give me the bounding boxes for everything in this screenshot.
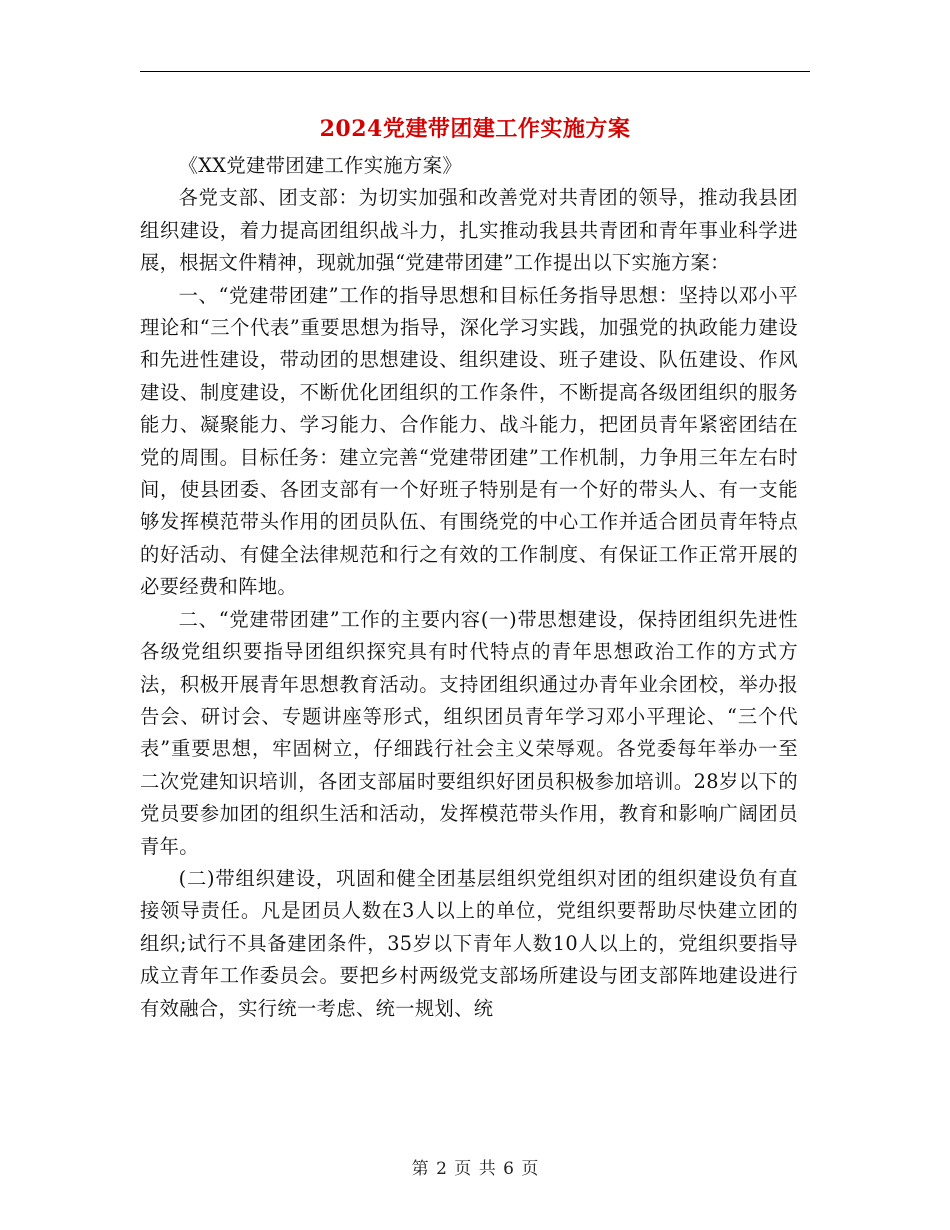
page-number-footer: 第 2 页 共 6 页 <box>411 1159 539 1179</box>
body-paragraph: 各党支部、团支部：为切实加强和改善党对共青团的领导，推动我县团组织建设，着力提高团组织战斗力，扎实推动我县共青团和青年事业科学进展，根据文件精神，现就加强“党建带团建”工作提出以下实施方案： <box>140 186 798 275</box>
body-paragraph: (二)带组织建设，巩固和健全团基层组织党组织对团的组织建设负有直接领导责任。凡是团员人数在3人以上的单位，党组织要帮助尽快建立团的组织;试行不具备建团条件，35岁以下青年人数10人以上的，党组织要指导成立青年工作委员会。要把乡村两级党支部场所建设与团支部阵地建设进行有效融合，实行统一考虑、统一规划、统 <box>140 866 798 1020</box>
document-subtitle: 《XX党建带团建工作实施方案》 <box>178 154 462 177</box>
document-body <box>140 150 798 1025</box>
body-paragraph: 一、“党建带团建”工作的指导思想和目标任务指导思想：坚持以邓小平理论和“三个代表”重要思想为指导，深化学习实践，加强党的执政能力建设和先进性建设，带动团的思想建设、组织建设、班子建设、队伍建设、作风建设、制度建设，不断优化团组织的工作条件，不断提高各级团组织的服务能力、凝聚能力、学习能力、合作能力、战斗能力，把团员青年紧密团结在党的周围。目标任务：建立完善“党建带团建”工作机制，力争用三年左右时间，使县团委、各团支部有一个好班子特别是有一个好的带头人、有一支能够发挥模范带头作用的团员队伍、有围绕党的中心工作并适合团员青年特点的好活动、有健全法律规范和行之有效的工作制度、有保证工作正常开展的必要经费和阵地。 <box>140 283 798 599</box>
document-title: 2024党建带团建工作实施方案 <box>319 116 631 142</box>
header-rule <box>140 71 810 72</box>
body-paragraph: 二、“党建带团建”工作的主要内容(一)带思想建设，保持团组织先进性各级党组织要指导团组织探究具有时代特点的青年思想政治工作的方式方法，积极开展青年思想教育活动。支持团组织通过办青年业余团校，举办报告会、研讨会、专题讲座等形式，组织团员青年学习邓小平理论、“三个代表”重要思想，牢固树立，仔细践行社会主义荣辱观。各党委每年举办一至二次党建知识培训，各团支部届时要组织好团员积极参加培训。28岁以下的党员要参加团的组织生活和活动，发挥模范带头作用，教育和影响广阔团员青年。 <box>140 607 798 858</box>
